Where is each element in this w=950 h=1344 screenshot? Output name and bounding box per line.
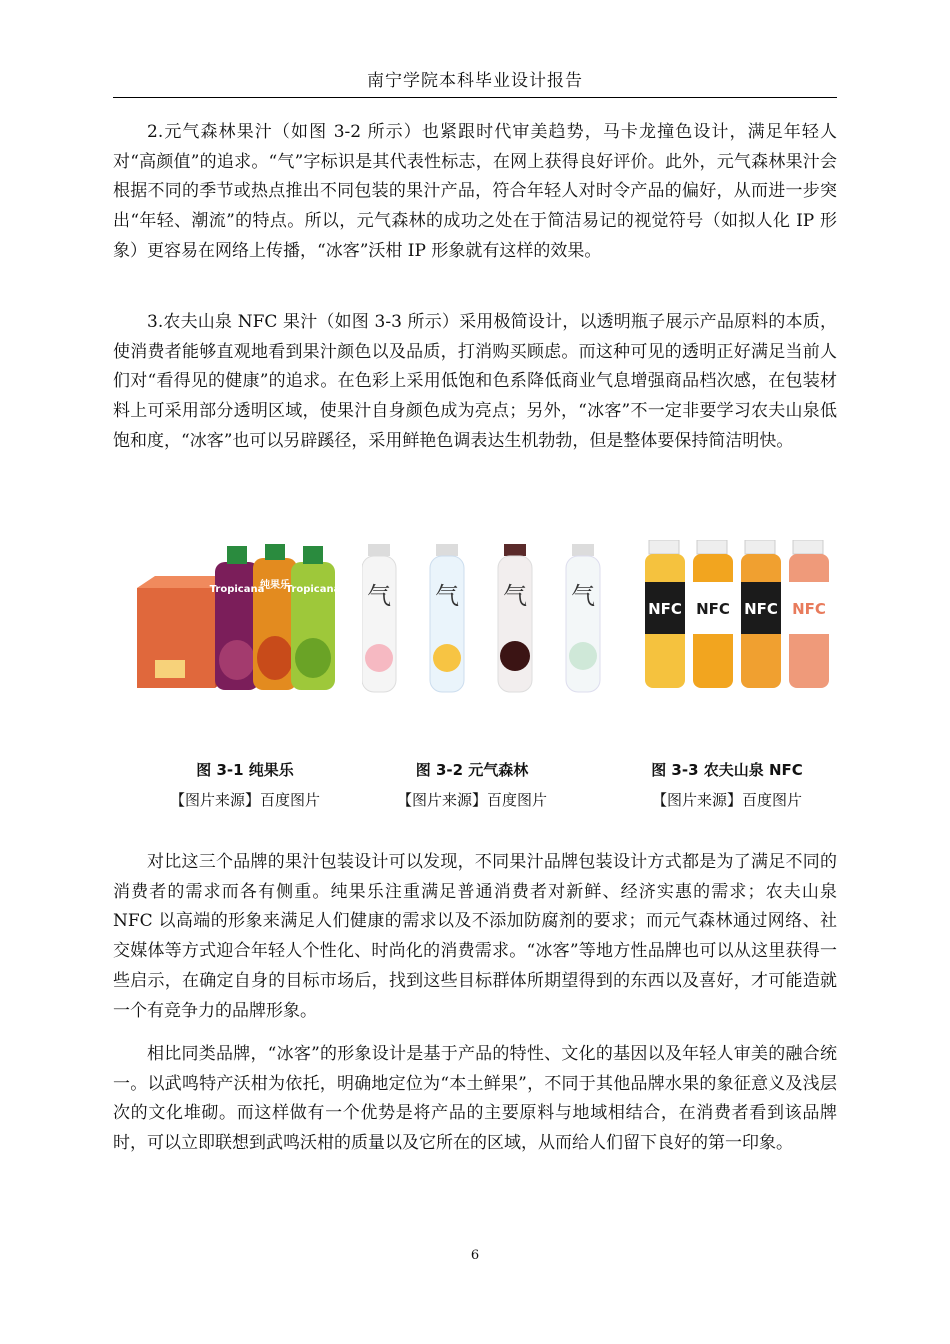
yuanqi-logo-2: 气 (435, 582, 459, 610)
nfc-logo-1: NFC (648, 600, 682, 618)
tropicana-product-image (135, 540, 340, 695)
paragraph-yuanqi: 2.元气森林果汁（如图 3-2 所示）也紧跟时代审美趋势，马卡龙撞色设计，满足年轻人对“高颜值”的追求。“气”字标识是其代表性标志，在网上获得良好评价。此外，元气森林果汁会根据不同的季节或热点推出不同包装的果汁产品，符合年轻人对时令产品的偏好，从而进一步突出“年轻、潮流”的特点。所以，元气森林的成功之处在于简洁易记的视觉符号（如拟人化 IP 形象）更容易在网络上传播，“冰客”沃柑 IP 形象就有这样的效果。 (113, 122, 837, 261)
yuanqi-logo-1: 气 (367, 582, 391, 610)
paragraph-nongfu: 3.农夫山泉 NFC 果汁（如图 3-3 所示）采用极简设计，以透明瓶子展示产品原料的本质，使消费者能够直观地看到果汁颜色以及品质，打消购买顾虑。而这种可见的透明正好满足当前人们对“看得见的健康”的追求。在色彩上采用低饱和色系降低商业气息增强商品档次感，在包装材料上可采用部分透明区域，使果汁自身颜色成为亮点；另外，“冰客”不一定非要学习农夫山泉低饱和度，“冰客”也可以另辟蹊径，采用鲜艳色调表达生机勃勃，但是整体要保持简洁明快。 (113, 312, 837, 451)
page-header: 南宁学院本科毕业设计报告 (113, 66, 837, 98)
tropicana-logo-1: Tropicana (209, 584, 265, 595)
nfc-logo-2: NFC (696, 600, 730, 618)
paragraph-bingke: 相比同类品牌，“冰客”的形象设计是基于产品的特性、文化的基因以及年轻人审美的融合统一。以武鸣特产沃柑为依托，明确地定位为“本土鲜果”，不同于其他品牌水果的象征意义及浅层次的文化堆砌。而这样做有一个优势是将产品的主要原料与地域相结合，在消费者看到该品牌时，可以立即联想到武鸣沃柑的质量以及它所在的区域，从而给人们留下良好的第一印象。 (113, 1044, 837, 1154)
figure-3-1-caption: 图 3-1 纯果乐 (196, 761, 294, 779)
tropicana-logo-3: Tropicana (285, 584, 340, 595)
figure-3-3-source: 【图片来源】百度图片 (651, 791, 802, 809)
figure-3-3-caption: 图 3-3 农夫山泉 NFC (651, 761, 803, 779)
tropicana-logo-2: 纯果乐 (260, 580, 290, 591)
nfc-product-image (643, 540, 833, 690)
figure-3-2-source: 【图片来源】百度图片 (396, 791, 547, 809)
nfc-logo-4: NFC (792, 600, 826, 618)
nfc-logo-3: NFC (744, 600, 778, 618)
figure-3-2-caption: 图 3-2 元气森林 (415, 761, 529, 779)
figure-3-1-source: 【图片来源】百度图片 (169, 791, 320, 809)
paragraph-comparison: 对比这三个品牌的果汁包装设计可以发现，不同果汁品牌包装设计方式都是为了满足不同的消费者的需求而各有侧重。纯果乐注重满足普通消费者对新鲜、经济实惠的需求；农夫山泉 NFC 以高端的形象来满足人们健康的需求以及不添加防腐剂的要求；而元气森林通过网络、社交媒体等方式迎合年轻人个性化、时尚化的消费需求。“冰客”等地方性品牌也可以从这里获得一些启示，在确定自身的目标市场后，找到这些目标群体所期望得到的东西以及喜好，才可能造就一个有竞争力的品牌形象。 (113, 852, 837, 1021)
page-number: 6 (470, 1248, 480, 1263)
yuanqi-logo-3: 气 (503, 582, 527, 610)
yuanqi-logo-4: 气 (571, 582, 595, 610)
yuanqi-product-image (362, 540, 608, 695)
